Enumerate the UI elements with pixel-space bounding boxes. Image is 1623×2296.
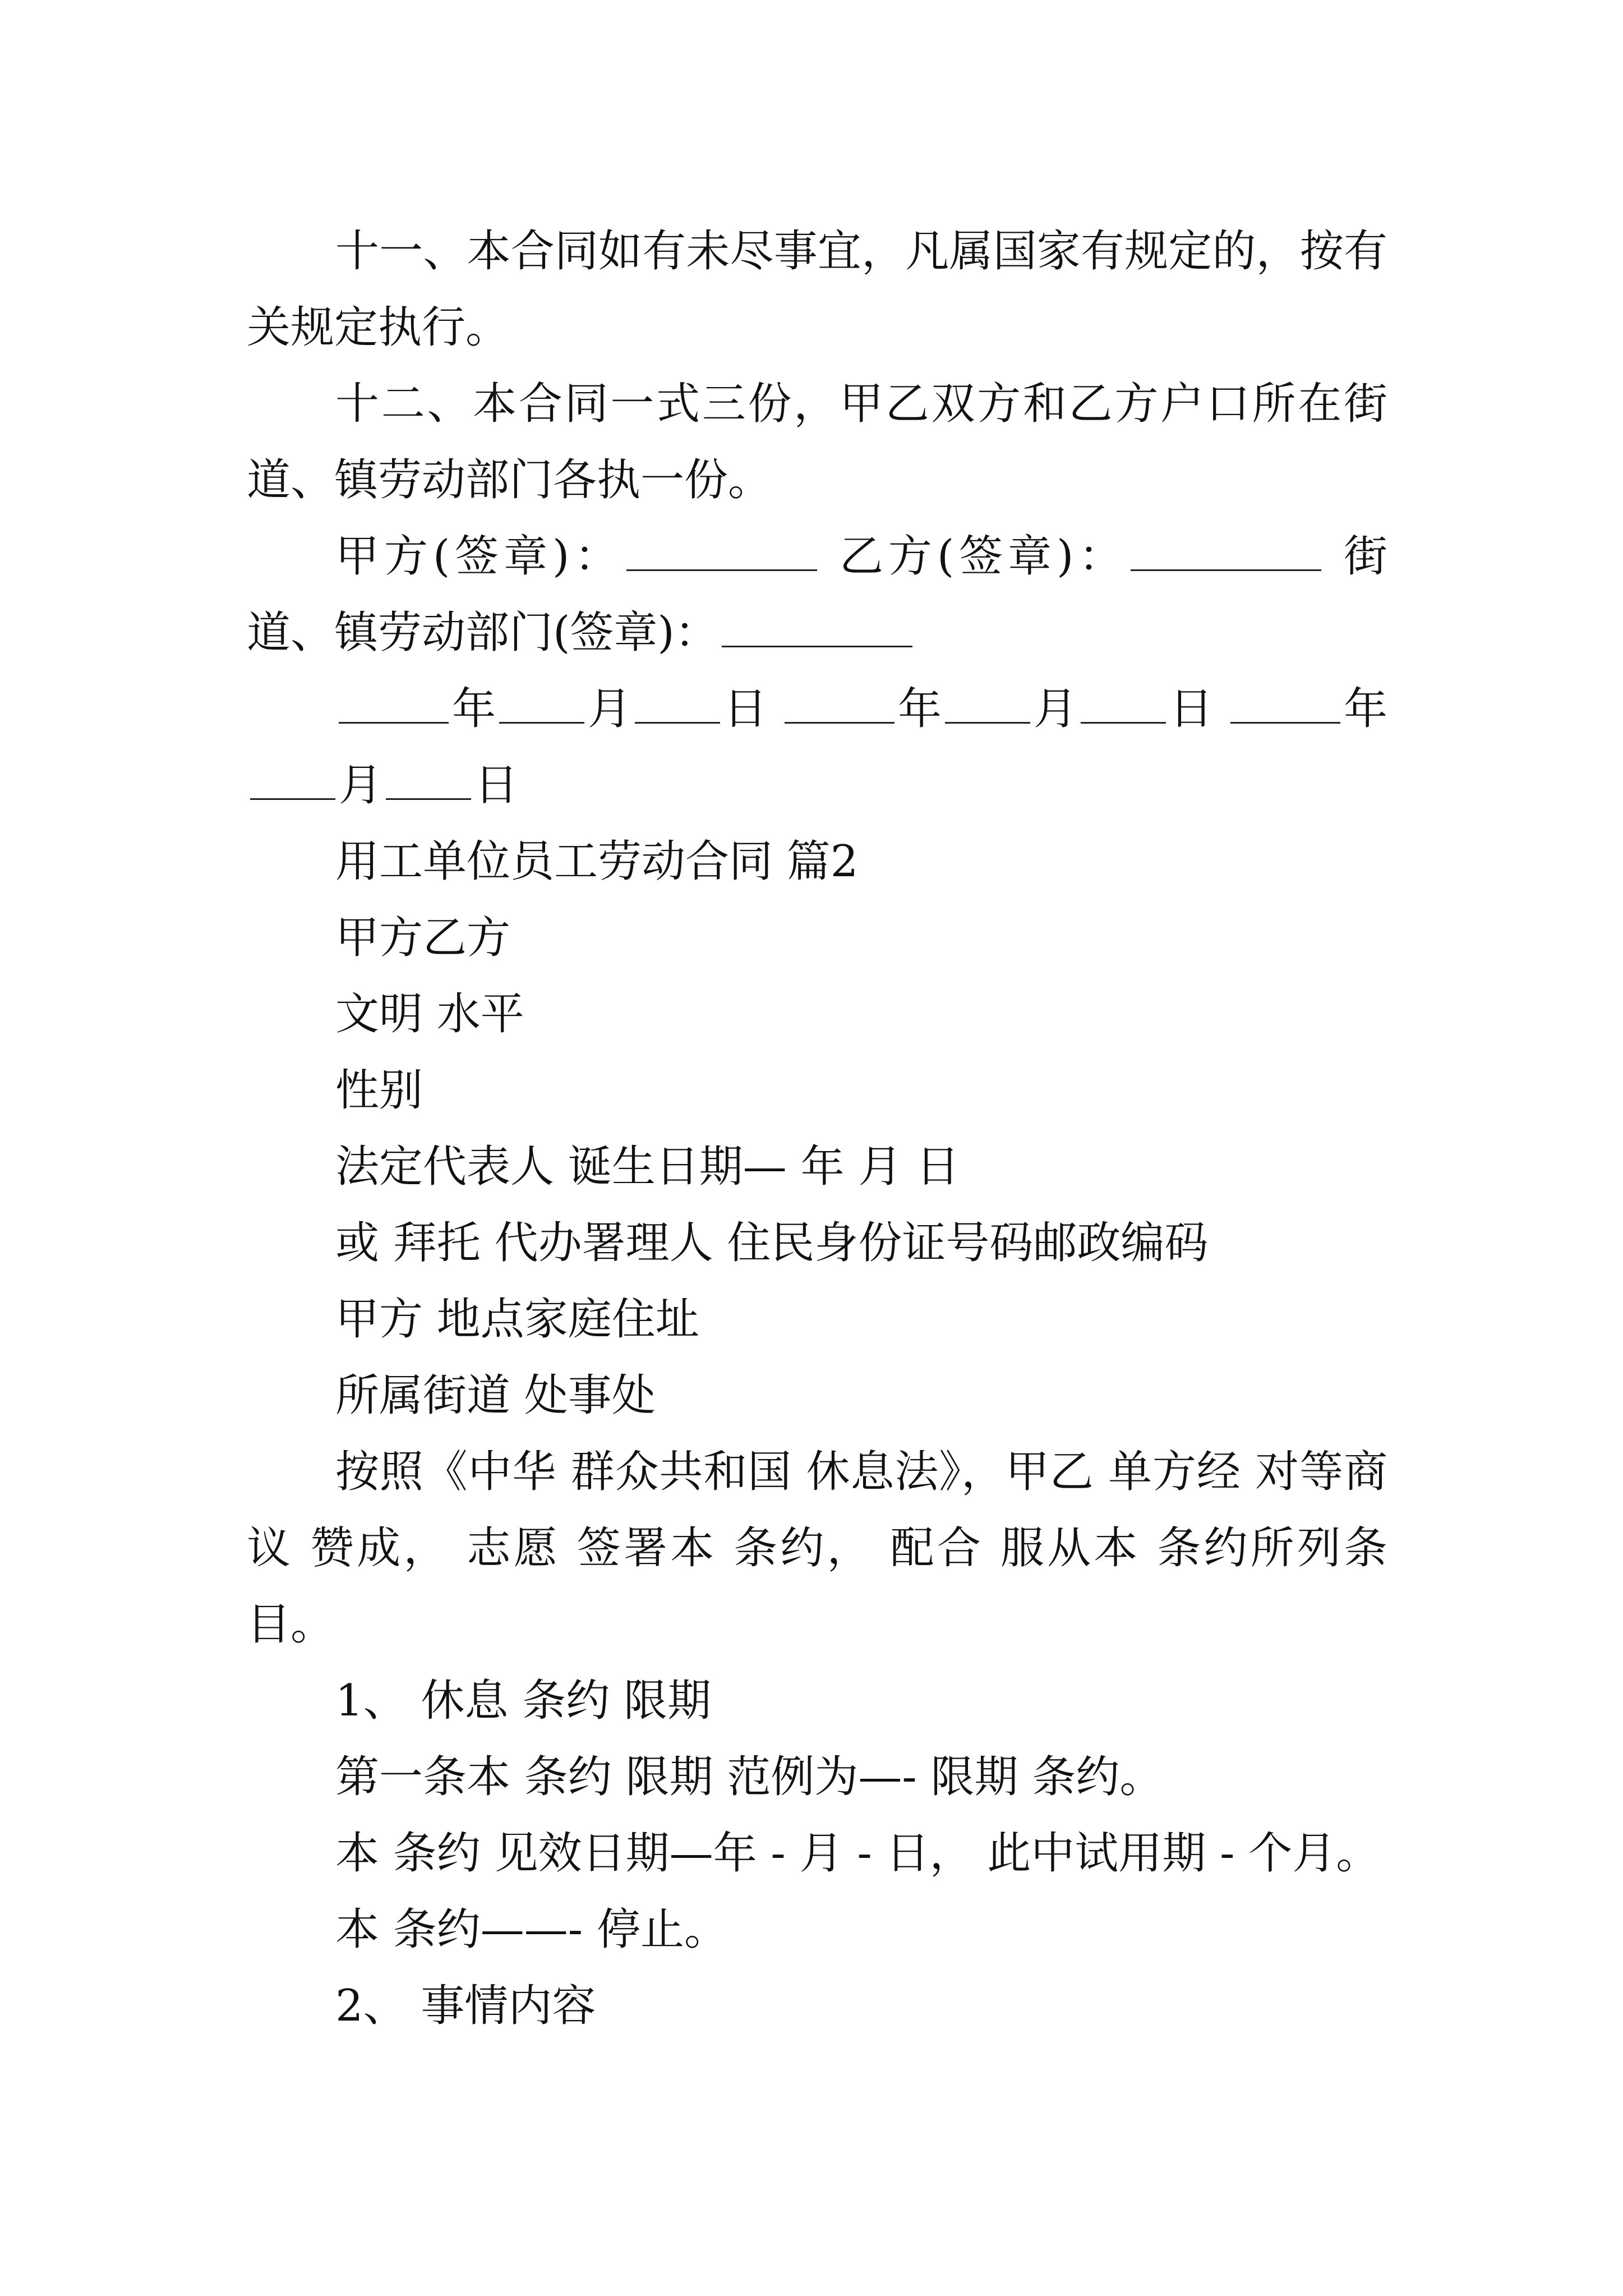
contract-item: 第一条本 条约 限期 范例为—- 限期 条约。 [335,1752,1164,1802]
field-line: 所属街道 处事处 [335,1370,656,1421]
month-unit: 月 [588,684,632,734]
year-blank [785,675,895,724]
party-b-signature-blank [1131,522,1321,571]
day-blank [1081,675,1166,724]
party-a-signature-label: 甲方(签章)： [335,531,624,582]
contract-item: 2、 事情内容 [335,1981,596,2031]
labor-dept-signature-label: 街道、镇劳动部门(签章)： [247,531,1388,658]
preamble-paragraph: 按照《中华 群众共和国 休息法》，甲乙 单方经 对等商议 赞成， 志愿 签署本 条约， 配合 服从本 条约所列条目。 [247,1447,1387,1650]
month-blank [250,751,335,800]
day-unit: 日 [1169,684,1214,734]
party-b-signature-label: 乙方(签章)： [840,531,1128,582]
month-blank [945,675,1030,724]
field-line: 法定代表人 诞生日期— 年 月 日 [335,1142,960,1192]
month-blank [499,675,584,724]
day-blank [635,675,720,724]
field-line: 或 拜托 代办署理人 住民身份证号码邮政编码 [335,1218,1209,1268]
year-blank [1230,675,1340,724]
year-blank [339,675,449,724]
date-party-b [781,684,1213,734]
year-unit: 年 [1343,684,1387,734]
field-line: 甲方 地点家庭住址 [335,1294,699,1345]
field-line: 性别 [335,1065,423,1116]
clause-11: 十一、本合同如有未尽事宜，凡属国家有规定的，按有关规定执行。 [247,226,1387,353]
signature-block [247,518,1387,671]
contract-item: 本 条约 见效日期—年 - 月 - 日， 此中试用期 - 个月。 [335,1828,1380,1879]
field-line: 文明 水平 [335,989,524,1039]
field-line: 甲方乙方 [335,913,511,963]
day-unit: 日 [723,684,768,734]
party-a-signature-blank [626,522,817,571]
month-unit: 月 [1034,684,1078,734]
contract-item: 1、 休息 条约 限期 [335,1676,712,1726]
date-party-a [335,684,767,734]
section-title: 用工单位员工劳动合同 篇2 [335,836,859,887]
year-unit: 年 [897,684,942,734]
month-unit: 月 [339,760,383,811]
date-block [247,671,1387,823]
document-page [247,213,1387,2044]
year-unit: 年 [452,684,496,734]
day-blank [386,751,471,800]
clause-12: 十二、本合同一式三份，甲乙双方和乙方户口所在街道、镇劳动部门各执一份。 [247,379,1387,505]
labor-dept-signature-blank [722,599,912,647]
day-unit: 日 [474,760,519,811]
contract-item: 本 条约——- 停止。 [335,1904,728,1955]
